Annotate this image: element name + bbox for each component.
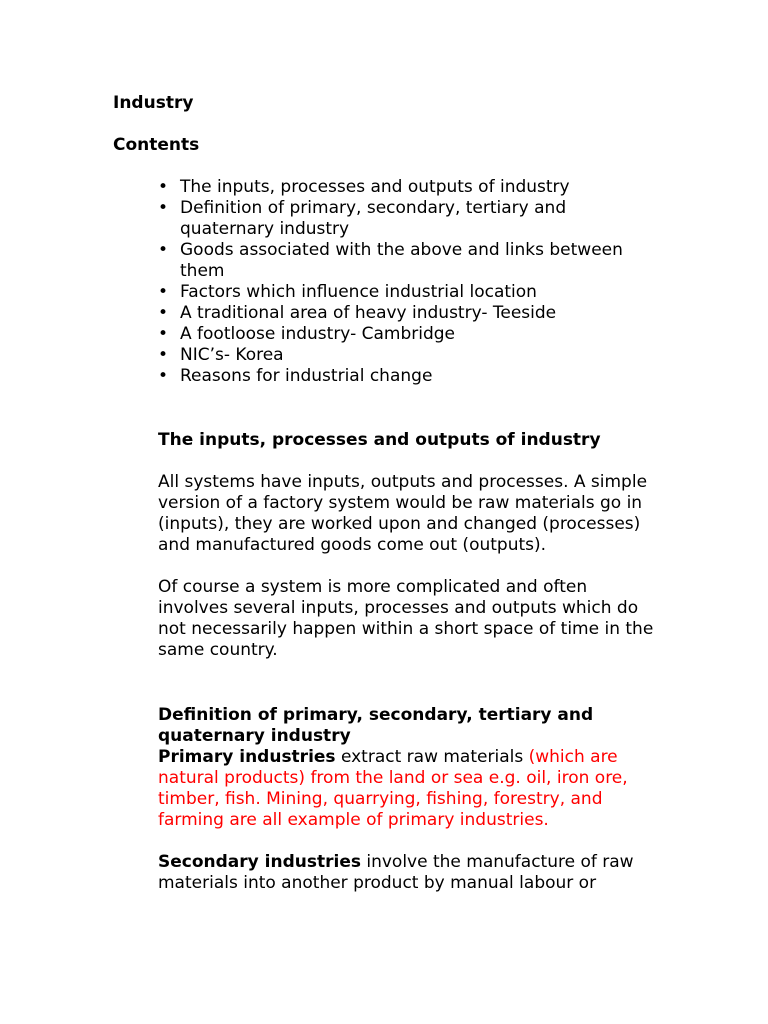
bullet-icon: • xyxy=(158,345,169,365)
paragraph-secondary-industries xyxy=(158,852,658,894)
bullet-icon: • xyxy=(158,198,169,218)
list-item xyxy=(158,177,638,198)
list-item xyxy=(158,240,638,282)
term-primary-industries: Primary industries xyxy=(158,747,336,767)
list-item xyxy=(158,282,638,303)
paragraph: All systems have inputs, outputs and processes. A simple version of a factory system would be raw materials go in (inputs), they are worked upon and changed (processes) and manufactured goods come out (outputs). xyxy=(158,472,648,555)
list-item-text: Reasons for industrial change xyxy=(180,366,433,386)
list-item-text: A footloose industry- Cambridge xyxy=(180,324,455,344)
bullet-icon: • xyxy=(158,177,169,197)
bullet-icon: • xyxy=(158,303,169,323)
list-item xyxy=(158,345,638,366)
section-inputs-processes-outputs xyxy=(158,430,658,661)
document-title: Industry xyxy=(113,93,194,113)
bullet-icon: • xyxy=(158,282,169,302)
list-item-text: The inputs, processes and outputs of industry xyxy=(180,177,570,197)
highlighted-text: (which are natural products) from the land or sea e.g. oil, iron ore, timber, fish. Mining, quarrying, fishing, forestry, and farming are all example of primary industries. xyxy=(158,747,628,830)
definition-text: involve the manufacture of raw materials into another product by manual labour or xyxy=(158,852,634,893)
contents-list xyxy=(158,177,638,387)
definition-text: extract raw materials xyxy=(335,747,529,767)
bullet-icon: • xyxy=(158,324,169,344)
paragraph: Of course a system is more complicated and often involves several inputs, processes and outputs which do not necessarily happen within a short space of time in the same country. xyxy=(158,577,654,660)
section-industry-definitions xyxy=(158,705,658,894)
list-item-text: Goods associated with the above and links between them xyxy=(180,240,623,281)
list-item xyxy=(158,303,638,324)
contents-heading: Contents xyxy=(113,135,200,155)
list-item xyxy=(158,198,638,240)
list-item-text: Definition of primary, secondary, tertiary and quaternary industry xyxy=(180,198,567,239)
list-item-text: Factors which influence industrial location xyxy=(180,282,537,302)
section-heading: The inputs, processes and outputs of industry xyxy=(158,430,601,450)
paragraph-primary-industries xyxy=(158,747,658,831)
section-heading: Definition of primary, secondary, tertiary and quaternary industry xyxy=(158,705,594,746)
list-item xyxy=(158,324,638,345)
bullet-icon: • xyxy=(158,240,169,260)
list-item-text: NIC’s- Korea xyxy=(180,345,284,365)
term-secondary-industries: Secondary industries xyxy=(158,852,361,872)
list-item xyxy=(158,366,638,387)
list-item-text: A traditional area of heavy industry- Teeside xyxy=(180,303,557,323)
bullet-icon: • xyxy=(158,366,169,386)
